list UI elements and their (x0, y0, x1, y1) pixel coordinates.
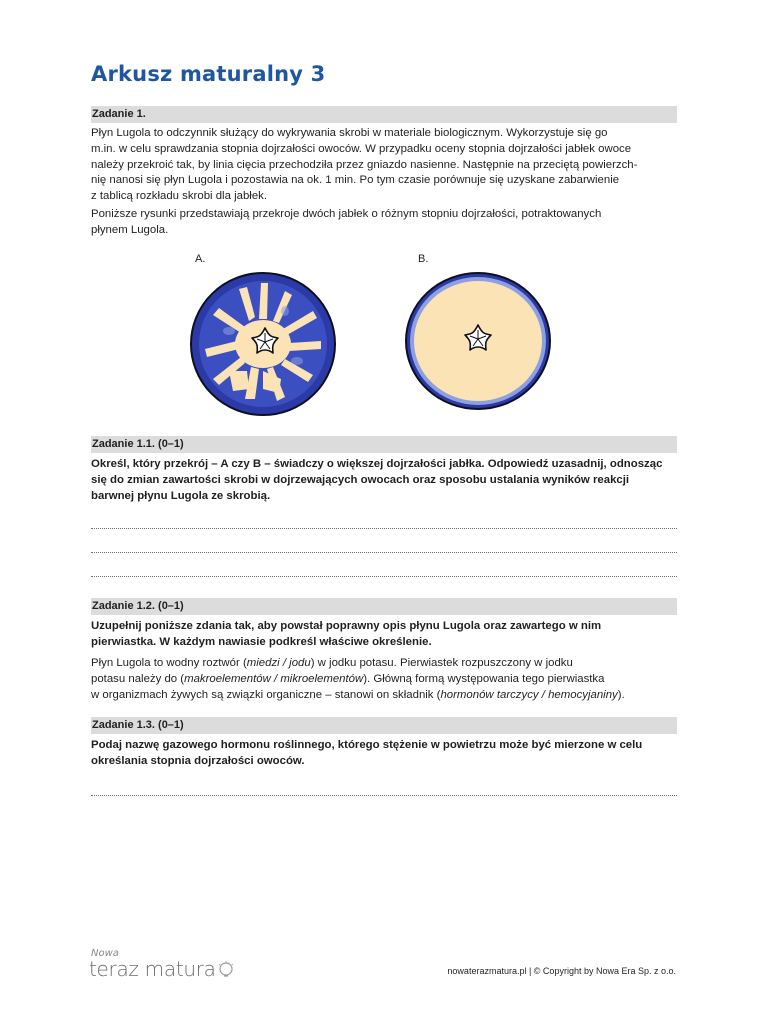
text: w organizmach żywych są związki organiczne – stanowi on składnik ( (91, 688, 441, 701)
text: ). (617, 688, 625, 701)
text-line: Płyn Lugola to odczynnik służący do wykrywania skrobi w materiale biologicznym. Wykorzystuje się go (91, 127, 608, 139)
text-line: Podaj nazwę gazowego hormonu roślinnego, którego stężenie w powietrzu może być mierzone w celu (91, 739, 643, 751)
text-line: pierwiastka. W każdym nawiasie podkreśl właściwe określenie. (91, 635, 432, 648)
sentence-line (91, 688, 681, 704)
answer-line[interactable] (91, 576, 677, 577)
task-1-2-header: Zadanie 1.2. (0–1) (91, 598, 677, 615)
apple-cross-section-a (189, 271, 337, 417)
choice-option[interactable]: makroelementów / mikroelementów (184, 672, 364, 685)
text-line: należy przekroić tak, by linia cięcia przechodziła przez gniazdo nasienne. Następnie na przeciętą powierzch- (91, 158, 638, 171)
task-1-1-question (91, 457, 681, 504)
choice-option[interactable]: miedzi / jodu (246, 657, 311, 669)
text-line: płynem Lugola. (91, 223, 169, 236)
task-1-1-header: Zadanie 1.1. (0–1) (91, 436, 677, 453)
task-1-intro (91, 126, 681, 205)
task-1-3-question (91, 738, 681, 770)
page-title: Arkusz maturalny 3 (91, 62, 326, 86)
task-1-figure-text (91, 207, 681, 239)
logo-main-text: teraz matura (89, 957, 216, 981)
text: potasu należy do ( (91, 672, 185, 685)
publisher-logo (89, 948, 216, 981)
choice-option[interactable]: hormonów tarczycy / hemocyjaniny (440, 688, 618, 701)
task-1-2-sentences (91, 656, 681, 703)
task-1-3-header: Zadanie 1.3. (0–1) (91, 717, 677, 734)
text-line: się do zmian zawartości skrobi w dojrzewających owocach oraz sposobu ustalania wyników reakcji (91, 473, 630, 486)
text-line: określania stopnia dojrzałości owoców. (91, 754, 305, 767)
figure-label-a: A. (195, 253, 206, 265)
text-line: z tablicą rozkładu skrobi dla jabłek. (91, 190, 268, 203)
text-line: m.in. w celu sprawdzania stopnia dojrzałości owoców. W przypadku oceny stopnia dojrzałości jabłek owoce (91, 142, 632, 155)
answer-line[interactable] (91, 795, 677, 796)
text-line: nię nanosi się płyn Lugola i pozostawia na ok. 1 min. Po tym czasie porównuje się uzyskane zabarwienie (91, 174, 620, 187)
task-1-header: Zadanie 1. (91, 106, 677, 123)
text-line: Określ, który przekrój – A czy B – świadczy o większej dojrzałości jabłka. Odpowiedź uzasadnij, odnosząc (91, 458, 663, 470)
apple-cross-section-b (404, 271, 552, 411)
text-line: Uzupełnij poniższe zdania tak, aby powstał poprawny opis płynu Lugola oraz zawartego w nim (91, 620, 602, 632)
text: ) w jodku potasu. Pierwiastek rozpuszczony w jodku (310, 657, 573, 669)
lightbulb-icon (216, 960, 236, 980)
sentence-line (91, 672, 681, 688)
text-line: barwnej płynu Lugola ze skrobią. (91, 489, 271, 502)
logo-small-text: Nowa (91, 948, 119, 959)
text: ). Główną formą występowania tego pierwiastka (363, 672, 605, 685)
answer-line[interactable] (91, 528, 677, 529)
task-1-2-question (91, 619, 681, 651)
text: Płyn Lugola to wodny roztwór ( (91, 657, 247, 669)
sentence-line (91, 656, 681, 672)
text-line: Poniższe rysunki przedstawiają przekroje dwóch jabłek o różnym stopniu dojrzałości, potraktowanych (91, 208, 602, 220)
figure-label-b: B. (418, 253, 429, 265)
footer-copyright: nowaterazmatura.pl | © Copyright by Nowa Era Sp. z o.o. (447, 966, 676, 976)
answer-line[interactable] (91, 552, 677, 553)
